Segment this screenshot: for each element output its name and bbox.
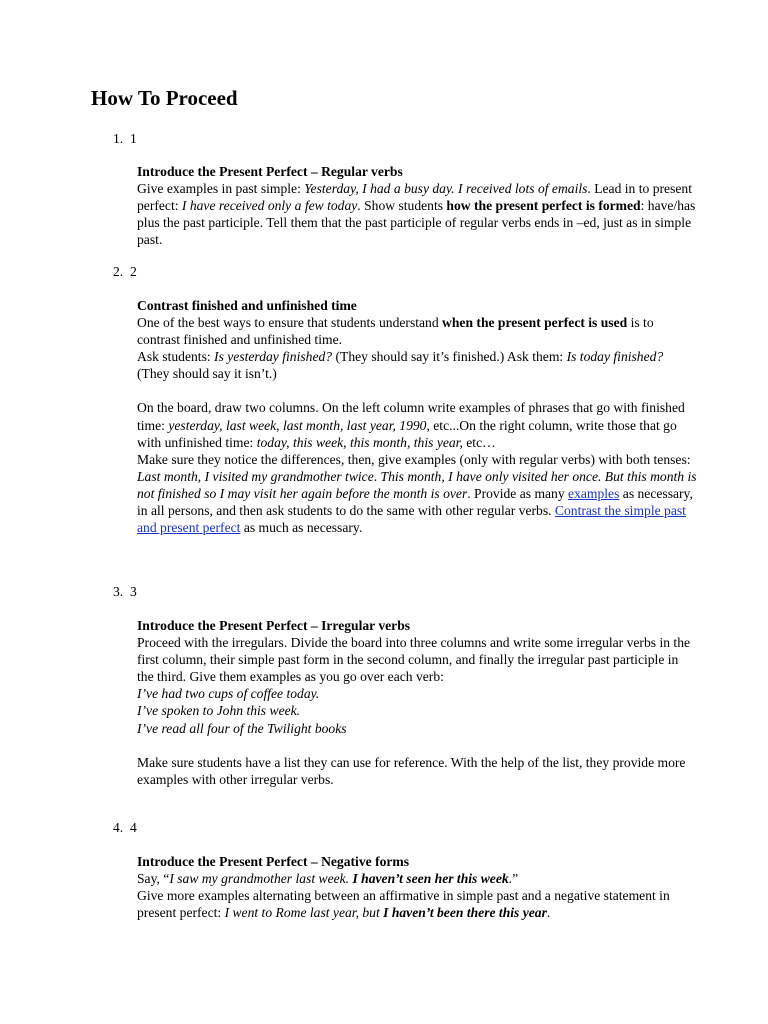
- list-item-4-content: [137, 853, 697, 921]
- paragraph: One of the best ways to ensure that students understand when the present perfect is used is to contrast finished and unfinished time.: [137, 315, 654, 348]
- paragraph: Give examples in past simple: Yesterday, I had a busy day. I received lots of emails. Lead in to present perfect: I have received only a few today. Show students how the present perfect is formed: have/has plus the past participle. Tell them that the past participle of regular verbs ends in –ed, just as in simple past.: [137, 181, 696, 248]
- paragraph: Make sure they notice the differences, then, give examples (only with regular verbs) with both tenses: Last month, I visited my grandmother twice. This month, I have only visited her once. But this month is not finished so I may visit her again before the month is over. Provide as many examples as necessary, in all persons, and then ask students to do the same with other regular verbs. Contrast the simple past and present perfect as much as necessary.: [137, 451, 697, 536]
- example-sentence: I’ve read all four of the Twilight books: [137, 720, 347, 736]
- paragraph: Say, “I saw my grandmother last week. I haven’t seen her this week.”: [137, 871, 519, 887]
- list-item-3-content: [137, 617, 697, 788]
- paragraph: Ask students: Is yesterday finished? (They should say it’s finished.) Ask them: Is today finished? (They should say it isn’t.): [137, 349, 664, 382]
- section-heading: Contrast finished and unfinished time: [137, 298, 357, 313]
- list-marker: 1.: [113, 131, 124, 146]
- paragraph: On the board, draw two columns. On the left column write examples of phrases that go with finished time: yesterday, last week, last month, last year, 1990, etc...On the right column, write those that go with unfinished time: today, this week, this month, this year, etc…: [137, 400, 685, 450]
- list-label: 4: [130, 820, 137, 835]
- list-marker: 4.: [113, 820, 124, 835]
- list-label: 2: [130, 264, 137, 279]
- section-heading: Introduce the Present Perfect – Regular verbs: [137, 164, 403, 179]
- list-item-2-content: [137, 297, 697, 536]
- list-marker: 2.: [113, 264, 124, 279]
- paragraph: Proceed with the irregulars. Divide the board into three columns and write some irregular verbs in the first column, their simple past form in the second column, and finally the irregular past participle in the third. Give them examples as you go over each verb:: [137, 635, 691, 685]
- list-item-2-number: [113, 263, 137, 280]
- list-label: 3: [130, 584, 137, 599]
- section-heading: Introduce the Present Perfect – Negative forms: [137, 854, 410, 869]
- examples-link[interactable]: examples: [568, 485, 620, 501]
- list-label: 1: [130, 131, 137, 146]
- section-heading: Introduce the Present Perfect – Irregular verbs: [137, 618, 411, 633]
- list-item-3-number: [113, 583, 137, 600]
- example-sentence: I’ve had two cups of coffee today.: [137, 686, 320, 702]
- page-title: How To Proceed: [91, 86, 238, 110]
- example-sentence: I’ve spoken to John this week.: [137, 703, 301, 719]
- list-marker: 3.: [113, 584, 124, 599]
- contrast-simple-past-link[interactable]: Contrast the simple past and present perfect: [137, 503, 686, 536]
- list-item-1-number: [113, 130, 137, 147]
- paragraph: Make sure students have a list they can use for reference. With the help of the list, they provide more examples with other irregular verbs.: [137, 754, 686, 787]
- list-item-4-number: [113, 819, 137, 836]
- paragraph: Give more examples alternating between an affirmative in simple past and a negative statement in present perfect: I went to Rome last year, but I haven’t been there this year.: [137, 888, 670, 921]
- list-item-1-content: [137, 163, 697, 248]
